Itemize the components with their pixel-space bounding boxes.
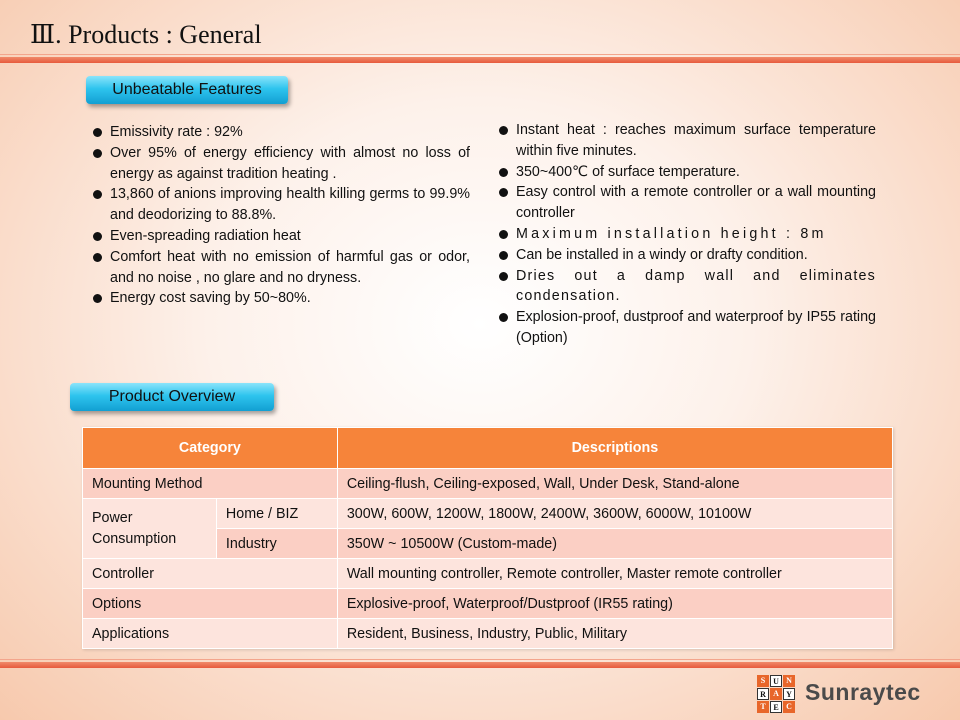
features-left-column bbox=[92, 122, 470, 309]
feature-item: Can be installed in a windy or drafty condition. bbox=[498, 245, 876, 266]
company-logo bbox=[757, 675, 919, 715]
logo-letter: U bbox=[770, 675, 782, 687]
row-value: Ceiling-flush, Ceiling-exposed, Wall, Under Desk, Stand-alone bbox=[337, 469, 892, 499]
logo-letter: A bbox=[770, 688, 782, 700]
bottom-divider bbox=[0, 662, 960, 668]
logo-letter: R bbox=[757, 688, 769, 700]
row-value: Wall mounting controller, Remote controller, Master remote controller bbox=[337, 559, 892, 589]
feature-item: Easy control with a remote controller or a wall mounting controller bbox=[498, 182, 876, 224]
logo-letter: T bbox=[757, 701, 769, 713]
overview-heading: Product Overview bbox=[70, 383, 274, 411]
table-row bbox=[83, 469, 893, 499]
table-row bbox=[83, 619, 893, 649]
logo-letter: E bbox=[770, 701, 782, 713]
row-label: Mounting Method bbox=[83, 469, 338, 499]
row-value: Explosive-proof, Waterproof/Dustproof (IR55 rating) bbox=[337, 589, 892, 619]
logo-letter: Y bbox=[783, 688, 795, 700]
row-sublabel: Home / BIZ bbox=[216, 499, 337, 529]
row-label: Options bbox=[83, 589, 338, 619]
row-value: 300W, 600W, 1200W, 1800W, 2400W, 3600W, 6000W, 10100W bbox=[337, 499, 892, 529]
feature-item: Maximum installation height : 8m bbox=[498, 224, 876, 245]
feature-item: Dries out a damp wall and eliminates condensation. bbox=[498, 266, 876, 308]
logo-mark bbox=[757, 675, 795, 713]
logo-letter: C bbox=[783, 701, 795, 713]
logo-letter: N bbox=[783, 675, 795, 687]
row-label: Applications bbox=[83, 619, 338, 649]
table-row bbox=[83, 589, 893, 619]
row-sublabel: Industry bbox=[216, 529, 337, 559]
page-title: Ⅲ. Products : General bbox=[30, 20, 262, 49]
product-overview-table bbox=[82, 427, 893, 649]
descriptions-header: Descriptions bbox=[337, 428, 892, 469]
row-label: Controller bbox=[83, 559, 338, 589]
top-divider bbox=[0, 57, 960, 63]
feature-item: 13,860 of anions improving health killing germs to 99.9% and deodorizing to 88.8%. bbox=[92, 184, 470, 226]
feature-item: Emissivity rate : 92% bbox=[92, 122, 470, 143]
category-header: Category bbox=[83, 428, 338, 469]
table-row bbox=[83, 499, 893, 529]
row-value: 350W ~ 10500W (Custom-made) bbox=[337, 529, 892, 559]
table-header-row bbox=[83, 428, 893, 469]
row-label: Power Consumption bbox=[83, 499, 217, 559]
table-row bbox=[83, 559, 893, 589]
row-value: Resident, Business, Industry, Public, Military bbox=[337, 619, 892, 649]
logo-letter: S bbox=[757, 675, 769, 687]
feature-item: 350~400℃ of surface temperature. bbox=[498, 162, 876, 183]
feature-item: Over 95% of energy efficiency with almost no loss of energy as against tradition heating . bbox=[92, 143, 470, 185]
company-name: Sunraytec bbox=[805, 679, 921, 705]
features-heading: Unbeatable Features bbox=[86, 76, 288, 104]
features-right-column bbox=[498, 120, 876, 349]
feature-item: Explosion-proof, dustproof and waterproof by IP55 rating (Option) bbox=[498, 307, 876, 349]
feature-item: Energy cost saving by 50~80%. bbox=[92, 288, 470, 309]
feature-item: Comfort heat with no emission of harmful gas or odor, and no noise , no glare and no dryness. bbox=[92, 247, 470, 289]
feature-item: Instant heat : reaches maximum surface temperature within five minutes. bbox=[498, 120, 876, 162]
feature-item: Even-spreading radiation heat bbox=[92, 226, 470, 247]
